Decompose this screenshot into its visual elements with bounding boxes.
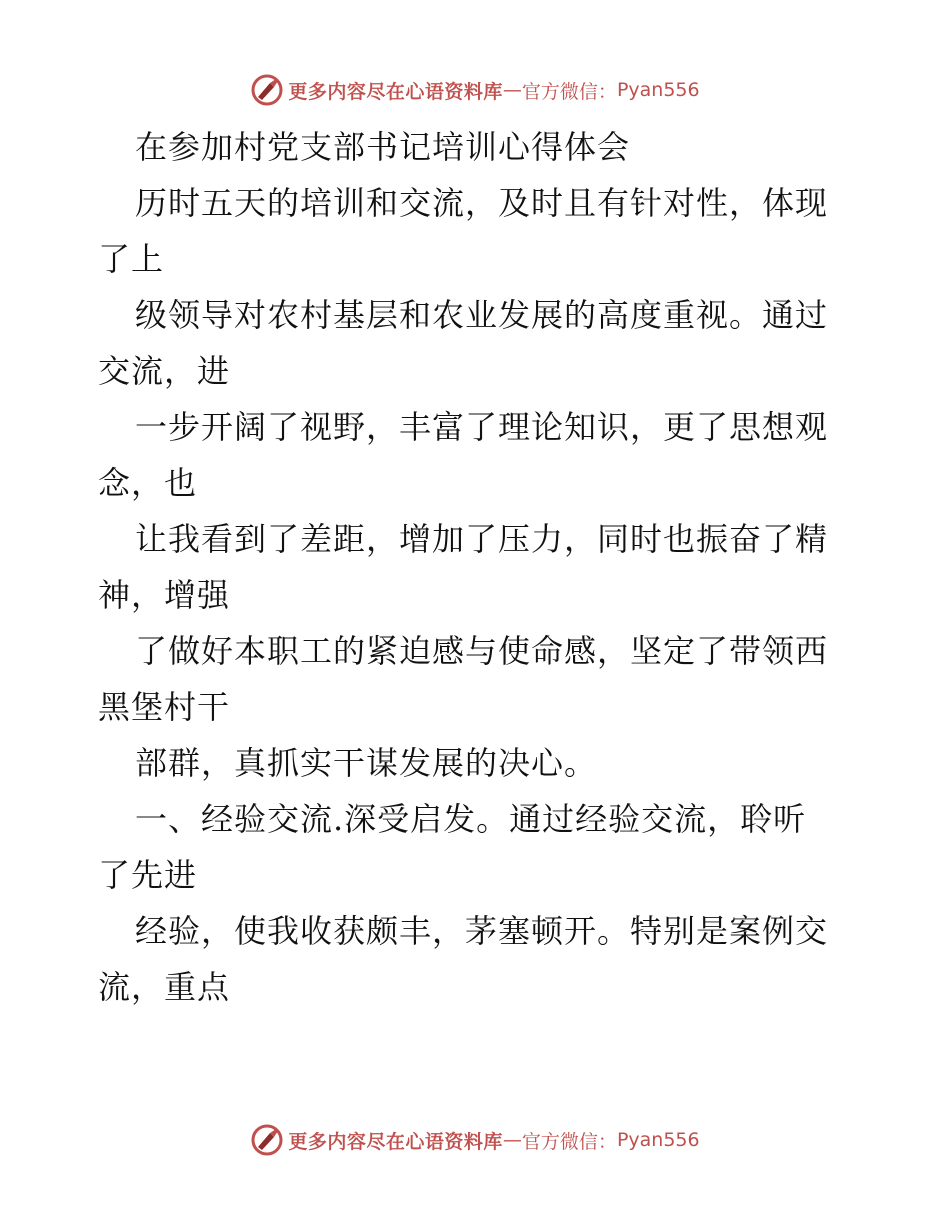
paragraph-line: 了先进 — [98, 856, 198, 894]
paragraph-line: 历时五天的培训和交流，及时且有针对性，体现 — [135, 184, 829, 222]
brand-logo-icon — [250, 73, 284, 107]
paragraph-line: 了上 — [98, 240, 165, 278]
document-body — [98, 119, 858, 1015]
section-heading-line: 一、经验交流.深受启发。通过经验交流，聆听 — [135, 800, 807, 838]
paragraph-line: 交流，进 — [98, 352, 231, 390]
header-label: 官方微信： — [521, 80, 617, 103]
footer-separator: — — [502, 1129, 522, 1151]
header-wechat-id: Pyan556 — [616, 79, 700, 101]
header-brand: 更多内容尽在心语资料库 — [288, 80, 503, 103]
brand-logo-icon — [250, 1123, 284, 1157]
footer-label: 官方微信： — [521, 1130, 617, 1153]
paragraph-line: 让我看到了差距，增加了压力，同时也振奋了精 — [135, 520, 829, 558]
footer-brand: 更多内容尽在心语资料库 — [288, 1130, 503, 1153]
document-title: 在参加村党支部书记培训心得体会 — [135, 128, 631, 166]
paragraph-line: 念，也 — [98, 464, 198, 502]
paragraph-line: 神，增强 — [98, 576, 231, 614]
paragraph-line: 黑堡村干 — [98, 688, 231, 726]
header-banner — [0, 70, 950, 110]
paragraph-line: 部群，真抓实干谋发展的决心。 — [135, 744, 598, 782]
paragraph-line: 经验，使我收获颇丰，茅塞顿开。特别是案例交 — [135, 912, 829, 950]
header-separator: — — [502, 79, 522, 101]
paragraph-line: 流，重点 — [98, 968, 231, 1006]
paragraph-line: 级领导对农村基层和农业发展的高度重视。通过 — [135, 296, 829, 334]
footer-banner — [0, 1120, 950, 1160]
paragraph-line: 了做好本职工的紧迫感与使命感，坚定了带领西 — [135, 632, 829, 670]
paragraph-line: 一步开阔了视野，丰富了理论知识，更了思想观 — [135, 408, 829, 446]
footer-wechat-id: Pyan556 — [616, 1129, 700, 1151]
